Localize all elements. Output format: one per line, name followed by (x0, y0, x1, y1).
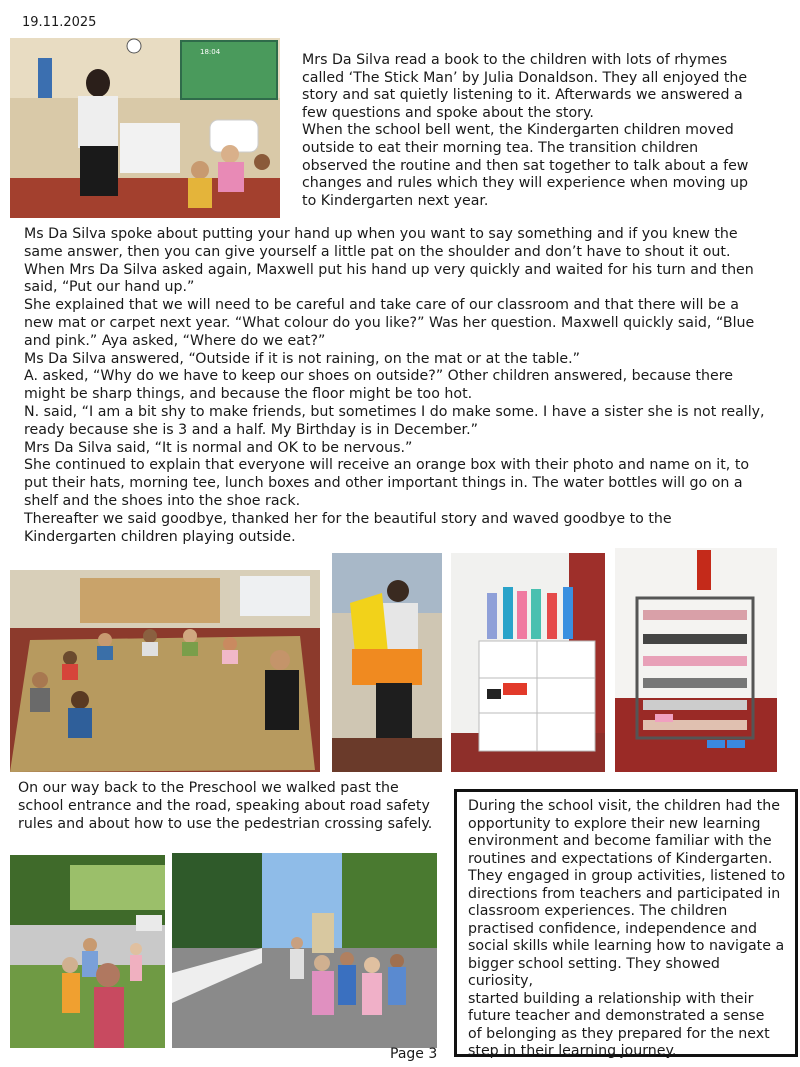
photo-shoe-rack (615, 548, 777, 772)
photo-bottle-shelf (451, 553, 605, 772)
photo-pedestrian-crossing (172, 853, 437, 1048)
photo-teacher-reading (10, 38, 280, 218)
photo-school-entrance (10, 855, 165, 1048)
intro-paragraph: Mrs Da Silva read a book to the children with lots of rhymes called ‘The Stick Man’ by Julia Donaldson. They all enjoyed the story and sat quietly listening to it. Afterwards we answered a few questions and spoke about the story. When the school bell went, the Kindergarten children moved outside to eat their morning tea. The transition children observed the routine and then sat together to talk about a few changes and rules which they will experience when moving up to Kindergarten next year. (302, 52, 749, 209)
summary-box: During the school visit, the children had the opportunity to explore their new learning environment and become familiar with the routines and expectations of Kindergarten. They engaged in group activities, listened to directions from teachers and participated in classroom experiences. The children practised confidence, independence and social skills while learning how to navigate a bigger school setting. They showed curiosity, started building a relationship with their future teacher and demonstrated a sense of belonging as they prepared for the next step in their learning journey. (454, 789, 798, 1057)
screen-clock: 18:04 (200, 48, 221, 56)
page-number: Page 3 (390, 1046, 438, 1062)
main-paragraph: Ms Da Silva spoke about putting your hand up when you want to say something and if you knew the same answer, then you can give yourself a little pat on the shoulder and don’t have to shout it out. When Mrs Da Silva asked again, Maxwell put his hand up very quickly and waited for his turn and then said, “Put our hand up.” She explained that we will need to be careful and take care of our classroom and that there will be a new mat or carpet next year. “What colour do you like?” Was her question. Maxwell quickly said, “Blue and pink.” Aya asked, “Where do we eat?” Ms Da Silva answered, “Outside if it is not raining, on the mat or at the table.” A. asked, “Why do we have to keep our shoes on outside?” Other children answered, because there might be sharp things, and because the floor might be too hot. N. said, “I am a bit shy to make friends, but sometimes I do make some. I have a sister she is not really, ready because she is 3 and a half. My Birthday is in December.” Mrs Da Silva said, “It is normal and OK to be nervous.” She continued to explain that everyone will receive an orange box with their photo and name on it, to put their hats, morning tee, lunch boxes and other important things in. The water bottles will go on a shelf and the shoes into the shoe rack. Thereafter we said goodbye, thanked her for the beautiful story and waved goodbye to the Kindergarten children playing outside. (24, 226, 765, 545)
photo-circle-on-mat (10, 570, 320, 772)
page-date: 19.11.2025 (22, 15, 97, 30)
photo-orange-box (332, 553, 442, 772)
walk-paragraph: On our way back to the Preschool we walked past the school entrance and the road, speaking about road safety rules and about how to use the pedestrian crossing safely. (18, 780, 433, 832)
